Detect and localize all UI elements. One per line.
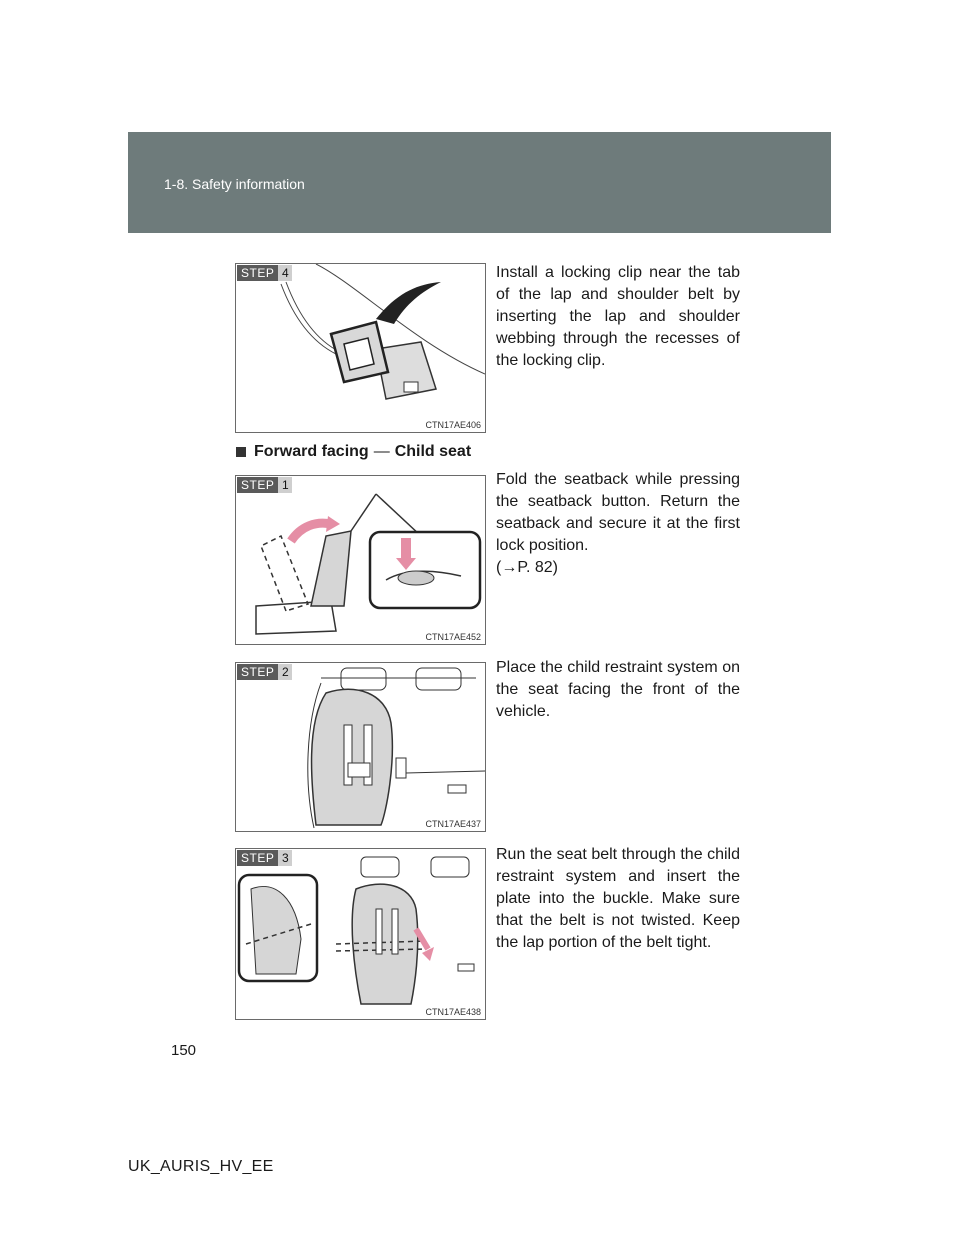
step-4-text: Install a locking clip near the tab of the lap and shoulder belt by inserting the lap and shoulder webbing through the recesses of the locking clip. (496, 264, 740, 369)
step-label: STEP (237, 664, 278, 680)
fold-seatback-illustration (236, 476, 485, 644)
step-badge (237, 265, 292, 281)
step-label: STEP (237, 477, 278, 493)
step-3-text: Run the seat belt through the child restraint system and insert the plate into the buckle. Make sure that the belt is not twisted. Keep the lap portion of the belt tight. (496, 846, 740, 951)
figure-step-1 (235, 475, 486, 645)
step-badge (237, 850, 292, 866)
step-number: 4 (278, 265, 292, 281)
child-restraint-illustration (236, 663, 485, 831)
locking-clip-illustration (236, 264, 485, 432)
square-bullet-icon (236, 447, 246, 457)
section-title: 1-8. Safety information (164, 176, 305, 192)
figure-step-2 (235, 662, 486, 832)
step-number: 2 (278, 664, 292, 680)
figure-code: CTN17AE452 (425, 632, 481, 642)
step-number: 3 (278, 850, 292, 866)
step-badge (237, 664, 292, 680)
step-number: 1 (278, 477, 292, 493)
heading-child-seat: Child seat (394, 443, 472, 460)
step-2-text: Place the child restraint system on the seat facing the front of the vehicle. (496, 659, 740, 720)
seat-belt-routing-illustration (236, 849, 485, 1019)
heading-forward-facing: Forward facing (254, 443, 369, 460)
step-label: STEP (237, 850, 278, 866)
page-reference: (→P. 82) (496, 559, 558, 576)
heading-dash: — (373, 443, 390, 460)
step-label: STEP (237, 265, 278, 281)
figure-step-3 (235, 848, 486, 1020)
step-badge (237, 477, 292, 493)
step-1-instruction: Fold the seatback while pressing the seatback button. Return the seatback and secure it at the first lock position. (496, 471, 740, 554)
figure-code: CTN17AE437 (425, 819, 481, 829)
document-code: UK_AURIS_HV_EE (128, 1158, 274, 1175)
step-1-text (496, 469, 740, 579)
page-number: 150 (171, 1042, 197, 1059)
figure-code: CTN17AE406 (425, 420, 481, 430)
figure-code: CTN17AE438 (425, 1007, 481, 1017)
figure-step-4 (235, 263, 486, 433)
section-header (128, 132, 831, 233)
section-heading (236, 443, 471, 461)
